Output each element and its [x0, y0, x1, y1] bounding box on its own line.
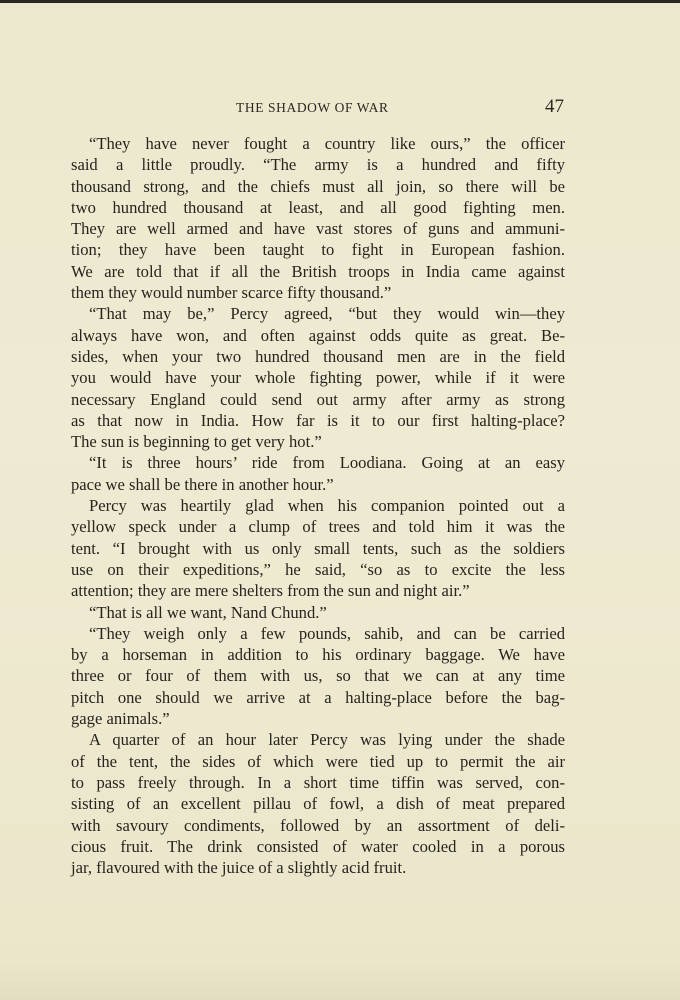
text-line: They are well armed and have vast stores of guns and ammuni-: [71, 219, 565, 239]
text-line: “That may be,” Percy agreed, “but they would win—they: [89, 304, 565, 324]
text-line: sides, when your two hundred thousand men are in the field: [71, 346, 565, 366]
running-title: THE SHADOW OF WAR: [236, 100, 389, 115]
text-line: gage animals.”: [71, 709, 170, 729]
text-line: with savoury condiments, followed by an assortment of deli-: [71, 815, 565, 835]
text-line: Percy was heartily glad when his companion pointed out a: [89, 496, 565, 516]
body-text: [71, 133, 565, 878]
text-line: always have won, and often against odds quite as great. Be-: [71, 325, 565, 345]
scan-top-edge: [0, 0, 680, 3]
text-line: jar, flavoured with the juice of a slightly acid fruit.: [71, 858, 407, 878]
page-bottom-shade: [0, 960, 680, 1000]
paragraph-5: [71, 602, 565, 623]
paragraph-6: [71, 623, 565, 729]
text-line: yellow speck under a clump of trees and told him it was the: [71, 517, 565, 537]
text-line: We are told that if all the British troops in India came against: [71, 261, 565, 281]
paragraph-2: [71, 303, 565, 452]
text-line: “They have never fought a country like ours,” the officer: [89, 134, 565, 153]
text-line: sisting of an excellent pillau of fowl, a dish of meat prepared: [71, 794, 565, 814]
text-line: three or four of them with us, so that we can at any time: [71, 666, 565, 686]
text-line: A quarter of an hour later Percy was lying under the shade: [89, 730, 565, 750]
text-line: pace we shall be there in another hour.”: [71, 474, 334, 494]
text-line: by a horseman in addition to his ordinary baggage. We have: [71, 645, 565, 665]
text-line: two hundred thousand at least, and all good fighting men.: [71, 197, 565, 217]
paragraph-4: [71, 495, 565, 601]
running-head: [0, 96, 680, 122]
page-number: 47: [545, 96, 564, 117]
text-line: said a little proudly. “The army is a hundred and fifty: [71, 155, 565, 175]
text-line: tion; they have been taught to fight in European fashion.: [71, 240, 565, 260]
text-line: of the tent, the sides of which were tied up to permit the air: [71, 751, 565, 771]
text-line: thousand strong, and the chiefs must all join, so there will be: [71, 176, 565, 196]
paragraph-3: [71, 452, 565, 495]
text-line: cious fruit. The drink consisted of water cooled in a porous: [71, 836, 565, 856]
paragraph-1: [71, 133, 565, 303]
text-line: you would have your whole fighting power, while if it were: [71, 368, 565, 388]
text-line: use on their expeditions,” he said, “so as to excite the less: [71, 559, 565, 579]
text-line: “That is all we want, Nand Chund.”: [89, 602, 327, 622]
paragraph-7: [71, 729, 565, 878]
text-line: them they would number scarce fifty thousand.”: [71, 283, 392, 303]
text-line: attention; they are mere shelters from the sun and night air.”: [71, 581, 470, 601]
text-line: tent. “I brought with us only small tents, such as the soldiers: [71, 538, 565, 558]
text-line: pitch one should we arrive at a halting-place before the bag-: [71, 687, 565, 707]
text-line: as that now in India. How far is it to our first halting-place?: [71, 410, 565, 430]
text-line: to pass freely through. In a short time tiffin was served, con-: [71, 772, 565, 792]
text-line: “They weigh only a few pounds, sahib, and can be carried: [89, 623, 565, 643]
text-line: “It is three hours’ ride from Loodiana. Going at an easy: [89, 453, 565, 473]
text-line: The sun is beginning to get very hot.”: [71, 432, 322, 452]
text-line: necessary England could send out army after army as strong: [71, 389, 565, 409]
